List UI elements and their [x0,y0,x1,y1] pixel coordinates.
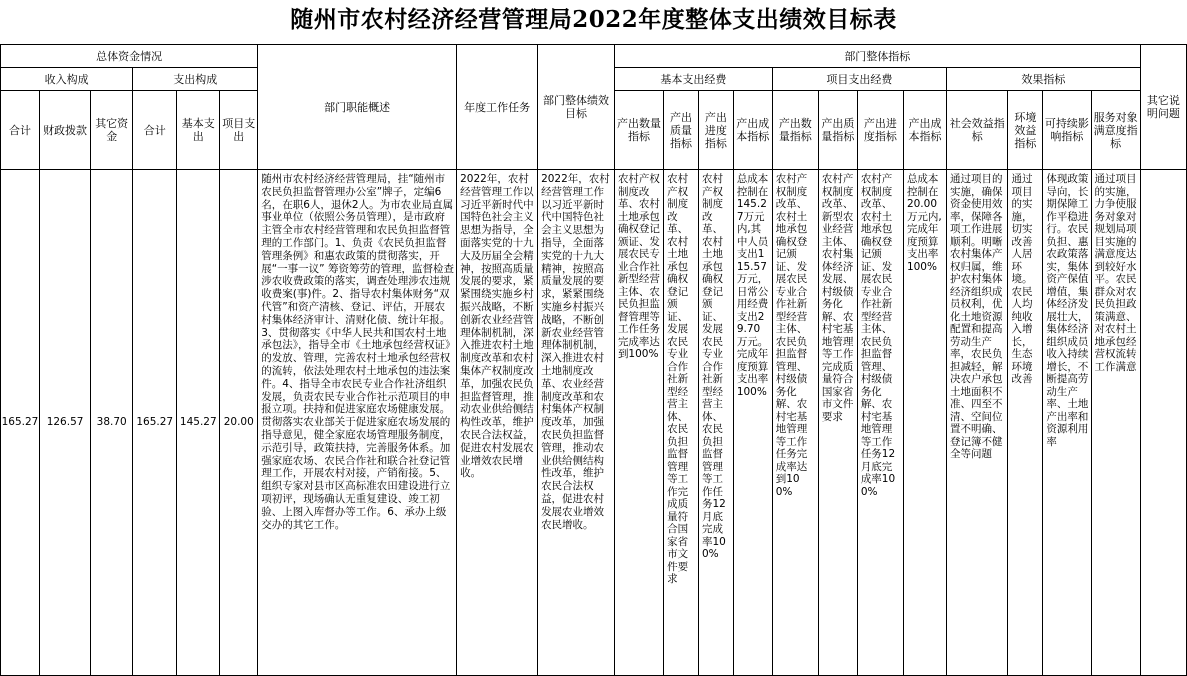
benefit-sustain-header: 可持续影响指标 [1043,91,1091,170]
benefit-social-header: 社会效益指标 [946,91,1008,170]
income-fiscal-cell: 126.57 [39,170,90,676]
funds-header: 总体资金情况 [1,45,258,68]
expense-total-header: 合计 [133,91,177,170]
basic-progress-cell: 农村产权制度改革、农村土地承包确权登记颁证、发展农民专业合作社新型经营主体、农民负担监督管理等工作任务12月底完成率100% [698,170,733,676]
basic-cost-header: 产出成本指标 [733,91,772,170]
basic-qty-cell: 农村产权制度改革、农村土地承包确权登记颁证、发展农民专业合作社新型经营主体、农民负担监督管理等工作任务完成率达到100% [614,170,663,676]
income-fiscal-header: 财政拨款 [39,91,90,170]
benefit-env-cell: 通过项目的实施，切实改善人居环境。农民人均纯收入增长，生态环境改善 [1008,170,1043,676]
income-other-cell: 38.70 [91,170,133,676]
annual-tasks-cell: 2022年，农村经营管理工作以习近平新时代中国特色社会主义思想为指导，全面落实党的十九大及历届全会精神，按照高质量发展的要求，紧紧围绕实施乡村振兴战略，不断创新农业经营管理体制机制，深入推进农村土地制度改革和农村集体产权制度改革，加强农民负担监督管理，推动农业供给侧结构性改革，维护农民合法权益，促进农村发展农业增效农民增收。 [457,170,538,676]
basic-qty-header: 产出数量指标 [614,91,663,170]
project-quality-header: 产出质量指标 [818,91,857,170]
income-total-header: 合计 [1,91,40,170]
other-header: 其它说明问题 [1140,45,1186,170]
annual-tasks-header: 年度工作任务 [457,45,538,170]
basic-progress-header: 产出进度指标 [698,91,733,170]
expense-project-cell: 20.00 [220,170,258,676]
income-total-cell: 165.27 [1,170,40,676]
project-cost-header: 产出成本指标 [903,91,946,170]
benefit-env-header: 环境效益指标 [1008,91,1043,170]
indicators-header: 部门整体指标 [614,45,1140,68]
project-progress-header: 产出进度指标 [857,91,903,170]
overall-goals-header: 部门整体绩效目标 [538,45,615,170]
header-row-1 [1,45,1187,68]
basic-expense-header: 基本支出经费 [614,68,772,91]
benefit-satisfy-cell: 通过项目的实施，力争使服务对象对规划局项目实施的满意度达到较好水平。农民群众对农民负担政策满意、对农村土地承包经营权流转工作满意 [1091,170,1140,676]
basic-cost-cell: 总成本控制在145.27万元内,其中人员支出115.57万元，日常公用经费支出29.70万元。完成年度预算支出率100% [733,170,772,676]
project-qty-cell: 农村产权制度改革、农村土地承包确权登记颁证、发展农民专业合作社新型经营主体、农民负担监督管理、村级债务化解、农村宅基地管理等工作任务完成率达到100% [772,170,818,676]
overall-goals-cell: 2022年，农村经营管理工作以习近平新时代中国特色社会主义思想为指导，全面落实党的十九大精神，按照高质量发展的要求，紧紧围绕实施乡村振兴战略，不断创新农业经营管理体制机制，深入推进农村土地制度改革、农业经营制度改革和农村集体产权制度改革，加强农民负担监督管理，推动农业供给侧结构性改革，维护农民合法权益，促进农村发展农业增效农民增收。 [538,170,615,676]
benefit-header: 效果指标 [946,68,1140,91]
basic-quality-cell: 农村产权制度改革、农村土地承包确权登记颁证、发展农民专业合作社新型经营主体、农民负担监督管理等工作完成质量符合国家省市文件要求 [664,170,699,676]
expense-header: 支出构成 [133,68,258,91]
table-row [1,170,1187,676]
duties-cell: 随州市农村经济经营管理局，挂“随州市农民负担监督管理办公室”牌子，定编6名，在职6人，退休2人。为市农业局直属事业单位（依照公务员管理），是市政府主管全市农村经营管理和农民负担监督管理的工作部门。1、负责《农民负担监督管理条例》和惠农政策的贯彻落实，开展“一事一议” 筹资筹劳的管理，监督检查涉农收费政策的落实，调查处理涉农违规收费案(事)件。2、指导农村集体财务“双代管”和资产清核、登记、评估，开展农村集体经济审计、清财化债、统计年报。3、贯彻落实《中华人民共和国农村土地承包法》，指导全市《土地承包经营权证》的发放、管理，完善农村土地承包经营权的流转，依法处理农村土地承包的违法案件。4、指导全市农民专业合作社济组织发展，负责农民专业合作社示范项目的申报立项。扶持和促进家庭农场健康发展。贯彻落实农业部关于促进家庭农场发展的指导意见，健全家庭农场管理服务制度，示范引导，政策扶持，完善服务体系。加强家庭农场、农民合作社和联合社登记管理工作，开展农村对接，产销衔接。5、组织专家对县市区高标准农田建设进行立项初评，现场确认无重复建设、竣工初验、上图入库督办等工作。6、承办上级交办的其它工作。 [258,170,457,676]
other-cell [1140,170,1186,676]
expense-basic-header: 基本支出 [177,91,220,170]
duties-header: 部门职能概述 [258,45,457,170]
project-quality-cell: 农村产权制度改革、新型农业经营主体、农村集体经济发展、村级债务化解、农村宅基地管理等工作完成质量符合国家省市文件要求 [818,170,857,676]
basic-quality-header: 产出质量指标 [664,91,699,170]
performance-target-table [0,44,1187,676]
income-header: 收入构成 [1,68,133,91]
benefit-social-cell: 通过项目的实施，确保资金使用效率，保障各项工作进展顺利。明晰农村集体产权归属，维护农村集体经济组织成员权利，优化土地资源配置和提高劳动生产率，农民负担减轻，解决农户承包土地面积不准、四至不清、空间位置不明确、登记簿不健全等问题 [946,170,1008,676]
project-expense-header: 项目支出经费 [772,68,946,91]
project-qty-header: 产出数量指标 [772,91,818,170]
project-cost-cell: 总成本控制在20.00万元内,完成年度预算支出率100% [903,170,946,676]
expense-total-cell: 165.27 [133,170,177,676]
project-progress-cell: 农村产权制度改革、农村土地承包确权登记颁证、发展农民专业合作社新型经营主体、农民负担监督管理、村级债务化解、农村宅基地管理等工作任务12月底完成率100% [857,170,903,676]
benefit-satisfy-header: 服务对象满意度指标 [1091,91,1140,170]
expense-project-header: 项目支出 [220,91,258,170]
benefit-sustain-cell: 体现政策导向，长期保障工作平稳进行。农民负担、惠农政策落实，集体资产保值增值，集体经济发展壮大，集体经济组织成员收入持续增长，不断提高劳动生产率、土地产出率和资源利用率 [1043,170,1091,676]
document-title: 随州市农村经济经营管理局2022年度整体支出绩效目标表 [290,6,897,33]
expense-basic-cell: 145.27 [177,170,220,676]
income-other-header: 其它资金 [91,91,133,170]
